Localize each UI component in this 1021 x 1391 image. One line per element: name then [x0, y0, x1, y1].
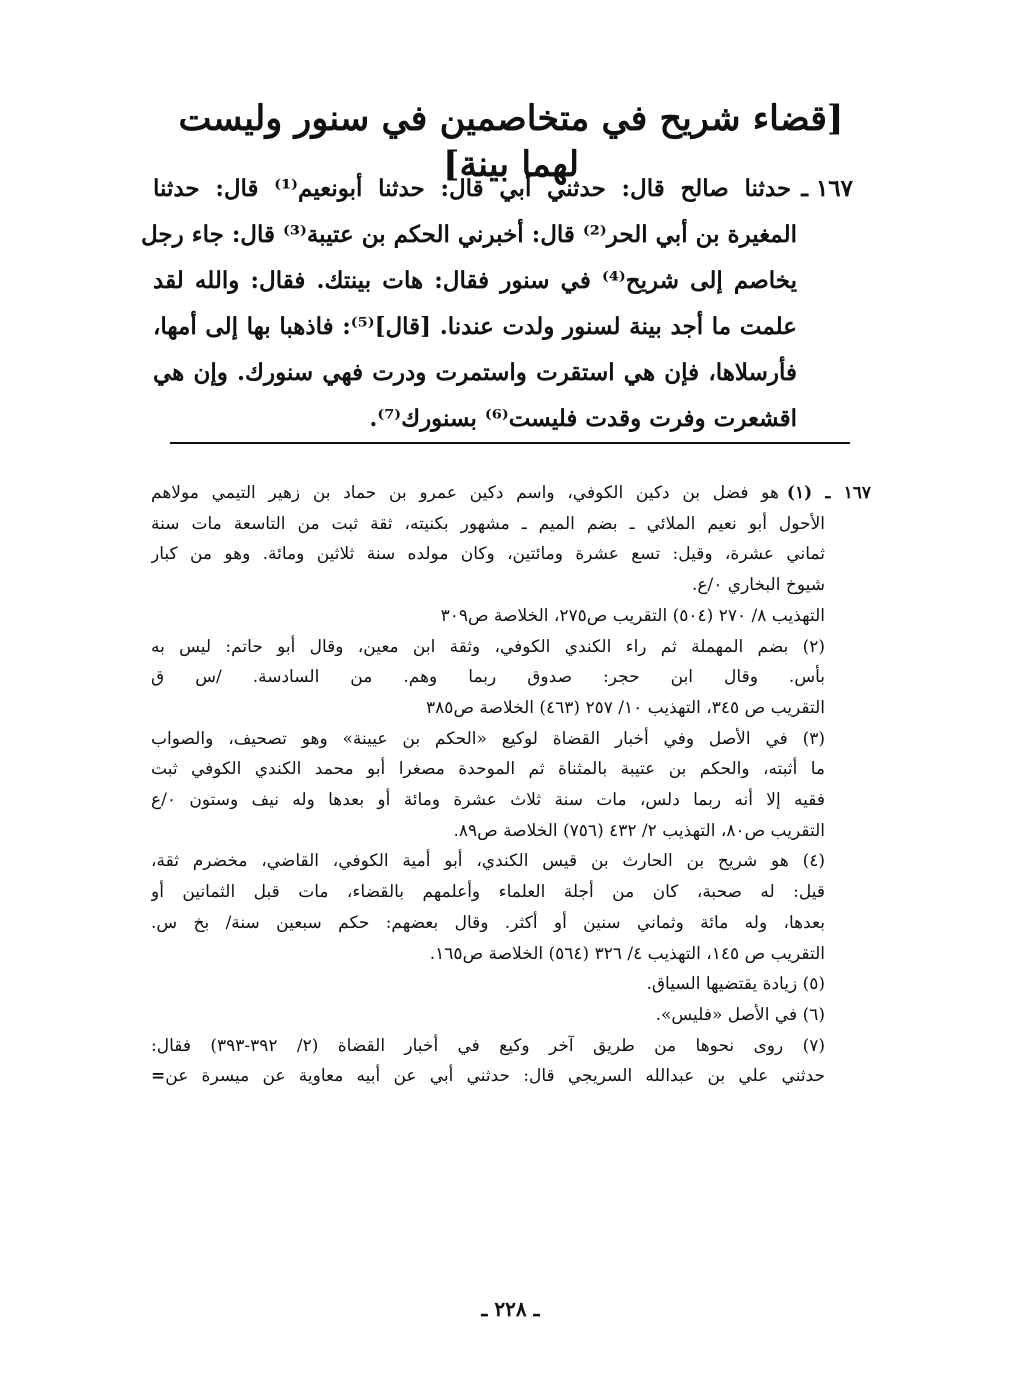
section-title: [قضاء شريح في متخاصمين في سنور وليست لهما بينة]	[178, 98, 844, 185]
page-number: ـ ٢٢٨ ـ	[481, 1297, 540, 1321]
footnote-divider	[170, 442, 850, 444]
footnote-line: بعدها، وله مائة وثماني سنين أو أكثر. وقال بعضهم: حكم سبعين سنة/ بخ س.	[151, 912, 825, 933]
footnote-line: (٢) بضم المهملة ثم راء الكندي الكوفي، وثقة ابن معين، وقال أبو حاتم: ليس به	[151, 636, 825, 657]
footnote-line: التقريب ص ١٤٥، التهذيب ٤/ ٣٢٦ (٥٦٤) الخلاصة ص١٦٥.	[429, 943, 825, 964]
hadith-line: اقشعرت وفرت وقدت فليست⁽⁶⁾ بسنورك⁽⁷⁾.	[369, 405, 797, 432]
footnote-line: ثماني عشرة، وقيل: تسع عشرة ومائتين، وكان مولده سنة ثلاثين ومائة. وهو من كبار	[151, 544, 825, 565]
footnote-line: بأس. وقال ابن حجر: صدوق ربما وهم. من السادسة. /س ق	[151, 667, 825, 688]
hadith-number: ١٦٧ ـ	[801, 175, 853, 202]
hadith-line: علمت ما أجد بينة لسنور ولدت عندنا. [قال]⁽⁵⁾: فاذهبا بها إلى أمها،	[153, 313, 798, 340]
footnote-line: (٦) في الأصل «فليس».	[655, 1004, 825, 1025]
footnote-line: شيوخ البخاري ٠/ع.	[691, 575, 825, 596]
footnote-line: التهذيب ٨/ ٢٧٠ (٥٠٤) التقريب ص٢٧٥، الخلاصة ص٣٠٩	[440, 605, 825, 626]
hadith-line: يخاصم إلى شريح⁽⁴⁾ في سنور فقال: هات بينتك. فقال: والله لقد	[153, 267, 797, 294]
footnote-line: قيل: له صحبة، كان من أجلة العلماء وأعلمهم بالقضاء، مات قبل الثمانين أو	[151, 882, 825, 903]
footnote-line: ١٦٧ ـ (١)هو فضل بن دكين الكوفي، واسم دكين عمرو بن حماد بن زهير التيمي مولاهم	[151, 483, 871, 503]
hadith-line: فأرسلاها، فإن هي استقرت واستمرت ودرت فهي سنورك. وإن هي	[153, 359, 797, 386]
footnote-line: (٧) روى نحوها من طريق آخر وكيع في أخبار القضاة (٢/ ٣٩٢-٣٩٣) فقال:	[151, 1035, 825, 1056]
footnote-line: الأحول أبو نعيم الملائي ـ بضم الميم ـ مشهور بكنيته، ثقة ثبت من التاسعة مات سنة	[151, 513, 825, 534]
footnote-line: حدثني علي بن عبدالله السريجي قال: حدثني أبي عن أبيه معاوية عن ميسرة عن=	[151, 1066, 825, 1087]
footnote-line: (٣) في الأصل وفي أخبار القضاة لوكيع «الحكم بن عيينة» وهو تصحيف، والصواب	[151, 728, 825, 749]
footnote-ref: ١٦٧ ـ (١)	[786, 483, 871, 503]
footnote-line: (٤) هو شريح بن الحارث بن قيس الكندي، أبو أمية الكوفي، القاضي، مخضرم ثقة،	[151, 851, 825, 872]
hadith-line: المغيرة بن أبي الحر⁽²⁾ قال: أخبرني الحكم بن عتيبة⁽³⁾ قال: جاء رجل	[141, 221, 797, 248]
continuation-mark: =	[151, 1066, 166, 1087]
hadith-line: ١٦٧ ـ حدثنا صالح قال: حدثني أبي قال: حدثنا أبونعيم⁽¹⁾ قال: حدثنا	[153, 166, 853, 212]
footnote-line: التقريب ص ٣٤٥، التهذيب ١٠/ ٢٥٧ (٤٦٣) الخلاصة ص٣٨٥	[426, 697, 825, 718]
footnote-line: فقيه إلا أنه ربما دلس، مات سنة ثلاث عشرة ومائة أو بعدها وله نيف وستون ٠/ع	[151, 790, 825, 811]
footnote-line: ما أثبته، والحكم بن عتيبة بالمثناة ثم الموحدة مصغرا أبو محمد الكندي الكوفي ثبت	[151, 759, 825, 780]
footnote-line: التقريب ص٨٠، التهذيب ٢/ ٤٣٢ (٧٥٦) الخلاصة ص٨٩.	[453, 820, 825, 841]
hadith-text	[141, 166, 853, 442]
footnote-line: (٥) زيادة يقتضيها السياق.	[646, 974, 825, 995]
footnotes	[151, 478, 871, 1092]
